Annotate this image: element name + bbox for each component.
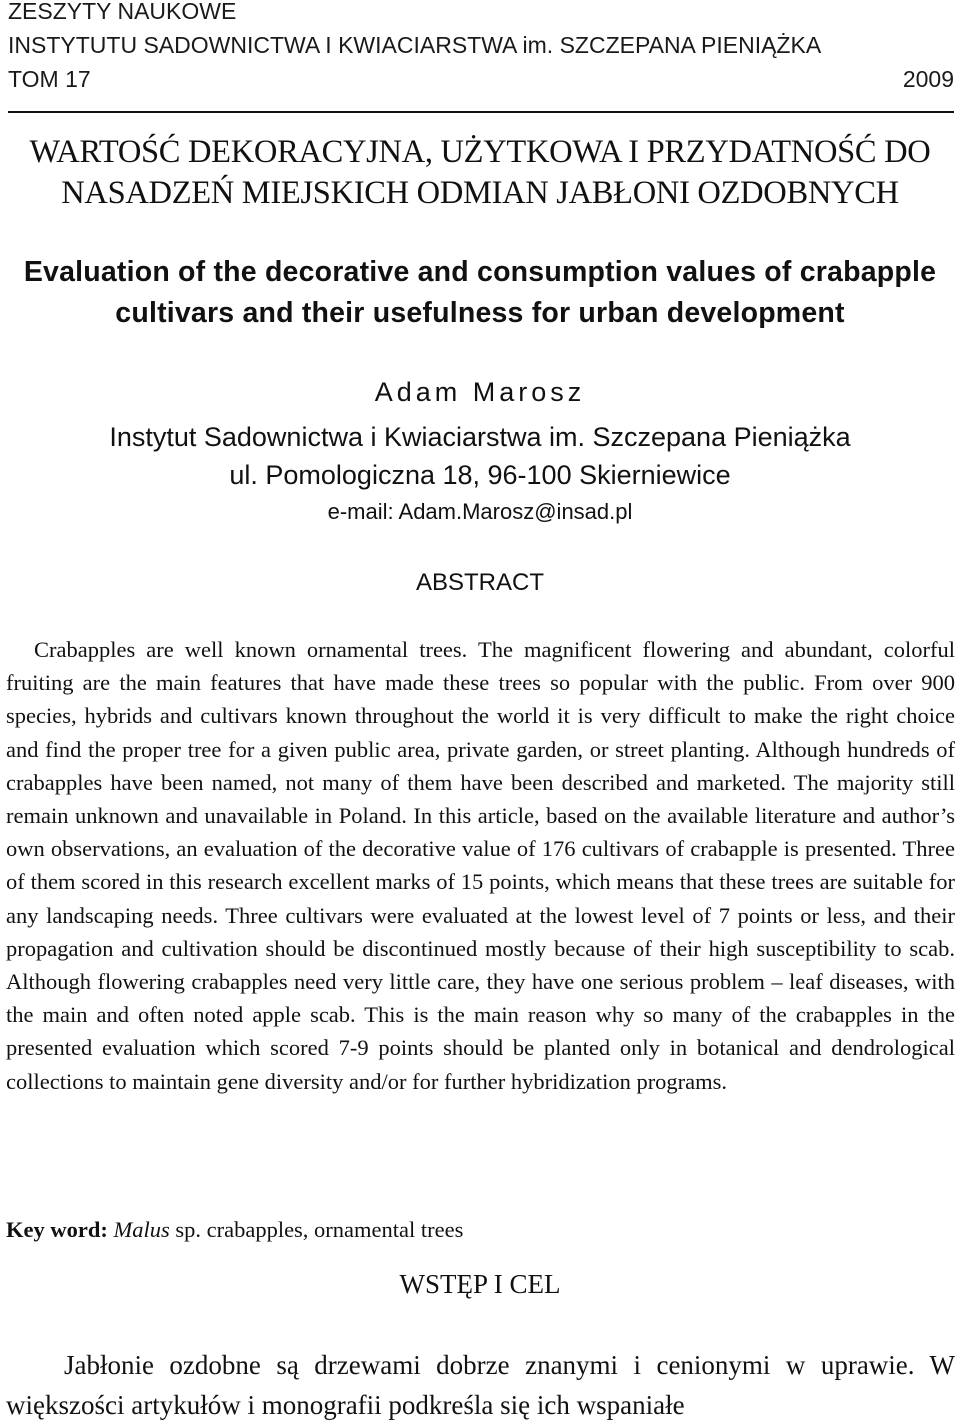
author-affiliation bbox=[0, 418, 960, 494]
keywords-genus: Malus bbox=[113, 1217, 170, 1242]
english-title: Evaluation of the decorative and consumption values of crabapple cultivars and their usefulness for urban development bbox=[23, 256, 937, 329]
institute-address: ul. Pomologiczna 18, 96-100 Skierniewice bbox=[229, 460, 731, 490]
journal-header bbox=[8, 0, 954, 96]
keywords-line bbox=[6, 1213, 955, 1247]
journal-name-line-1: ZESZYTY NAUKOWE bbox=[8, 0, 237, 24]
header-rule bbox=[8, 111, 954, 113]
polish-title: WARTOŚĆ DEKORACYJNA, UŻYTKOWA I PRZYDATNOŚĆ DO NASADZEŃ MIEJSKICH ODMIAN JABŁONI OZDOBNYCH bbox=[29, 134, 931, 211]
publication-year: 2009 bbox=[902, 66, 954, 92]
abstract-text: Crabapples are well known ornamental trees. The magnificent flowering and abundant, colorful fruiting are the main features that have made these trees so popular with the public. From over 900 species, hybrids and cultivars known throughout the world it is very difficult to make the right choice and find the proper tree for a given public area, private garden, or street planting. Although hundreds of crabapples have been named, not many of them have been described and marketed. The majority still remain unknown and unavailable in Poland. In this article, based on the available literature and author’s own observations, an evaluation of the decorative value of 176 cultivars of crabapple is presented. Three of them scored in this research excellent marks of 15 points, which means that these trees are suitable for any landscaping needs. Three cultivars were evaluated at the lowest level of 7 points or less, and their propagation and cultivation should be discontinued mostly because of their high susceptibility to scab. Although flowering crabapples need very little care, they have one serious problem – leaf diseases, with the main and often noted apple scab. This is the main reason why so many of the crabapples in the presented evaluation which scored 7-9 points should be planted only in botanical and dendrological collections to maintain gene diversity and/or for further hybridization programs. bbox=[6, 637, 955, 1094]
keywords-list: sp. crabapples, ornamental trees bbox=[169, 1217, 464, 1242]
section-heading: WSTĘP I CEL bbox=[399, 1269, 561, 1299]
author-name: Adam Marosz bbox=[374, 377, 586, 407]
volume-year-row bbox=[8, 62, 954, 96]
keywords-label: Key word: bbox=[6, 1217, 108, 1242]
journal-name-line-2: INSTYTUTU SADOWNICTWA I KWIACIARSTWA im. SZCZEPANA PIENIĄŻKA bbox=[8, 32, 822, 58]
institute-name: Instytut Sadownictwa i Kwiaciarstwa im. Szczepana Pieniążka bbox=[109, 422, 851, 452]
abstract-heading: ABSTRACT bbox=[415, 569, 544, 596]
volume-number: TOM 17 bbox=[8, 66, 91, 92]
section-intro-text: Jabłonie ozdobne są drzewami dobrze znanymi i cenionymi w uprawie. W większości artykułów i monografii podkreśla się ich wspaniałe bbox=[6, 1350, 955, 1420]
author-email: e-mail: Adam.Marosz@insad.pl bbox=[327, 499, 633, 524]
